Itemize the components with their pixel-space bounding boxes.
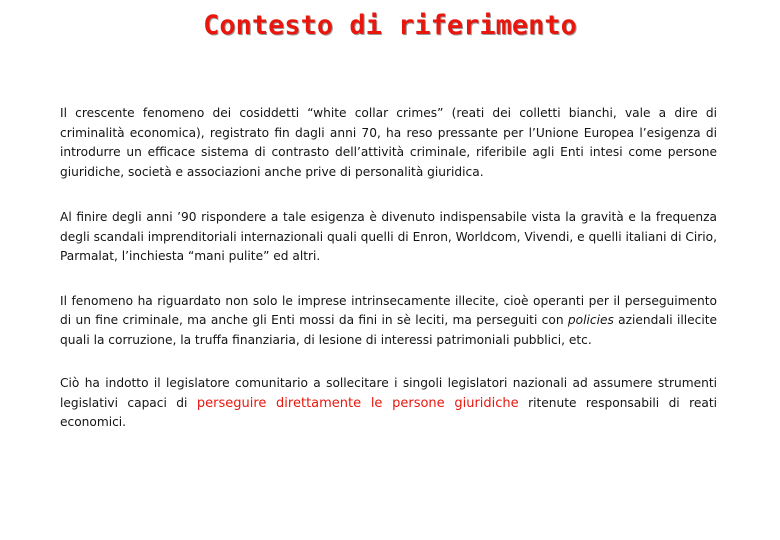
paragraph-3-text-start: Il fenomeno ha riguardato non solo le imprese intrinsecamente illecite, cioè operanti per il perseguimento di un fine criminale, ma anche gli Enti mossi da fini in sè leciti, ma perseguiti con	[60, 293, 717, 327]
paragraph-3	[60, 292, 717, 351]
slide-title: Contesto di riferimento	[203, 10, 577, 41]
paragraph-4	[60, 374, 717, 433]
paragraph-3-text-end: aziendali illecite quali la corruzione, la truffa finanziaria, di lesione di interessi patrimoniali pubblici, etc.	[60, 313, 717, 347]
slide-body	[60, 104, 717, 459]
paragraph-1: Il crescente fenomeno dei cosiddetti “white collar crimes” (reati dei colletti bianchi, vale a dire di criminalità economica), registrato fin dagli anni 70, ha reso pressante per l’Unione Europea l’esigenza di introdurre un efficace sistema di contrasto dell’attività criminale, riferibile agli Enti intesi come persone giuridiche, società e associazioni anche prive di personalità giuridica.	[60, 106, 717, 179]
paragraph-2: Al finire degli anni ’90 rispondere a tale esigenza è divenuto indispensabile vista la gravità e la frequenza degli scandali imprenditoriali internazionali quali quelli di Enron, Worldcom, Vivendi, e quelli italiani di Cirio, Parmalat, l’inchiesta “mani pulite” ed altri.	[60, 210, 717, 263]
paragraph-4-text-end: ritenute responsabili di reati economici.	[60, 395, 717, 429]
highlighted-phrase: perseguire direttamente le persone giuridiche	[196, 395, 519, 411]
policies-italic-term: policies	[567, 313, 614, 327]
paragraph-4-text-start: Ciò ha indotto il legislatore comunitario a sollecitare i singoli legislatori nazionali ad assumere strumenti legislativi capaci di	[60, 376, 717, 410]
